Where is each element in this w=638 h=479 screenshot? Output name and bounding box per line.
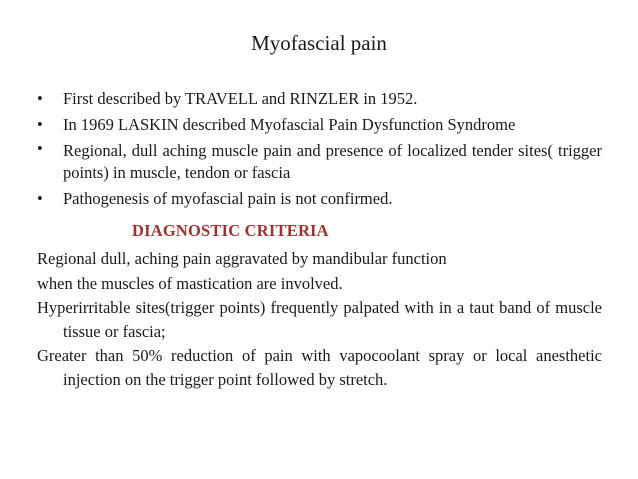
bullet-text: First described by TRAVELL and RINZLER in 1952. <box>63 89 418 108</box>
diagnostic-criteria-heading: DIAGNOSTIC CRITERIA <box>132 221 329 240</box>
bullet-item <box>37 112 602 138</box>
bullet-item <box>37 86 602 112</box>
criteria-item: when the muscles of mastication are involved. <box>37 274 343 293</box>
criteria-item: Regional dull, aching pain aggravated by mandibular function <box>37 249 447 268</box>
bullet-marker: • <box>37 89 43 108</box>
bullet-item <box>37 138 602 186</box>
slide-title: Myofascial pain <box>251 31 387 55</box>
bullet-marker: • <box>37 139 43 158</box>
bullet-marker: • <box>37 189 43 208</box>
criteria-item: Greater than 50% reduction of pain with vapocoolant spray or local anesthetic injection on the trigger point followed by stretch. <box>37 346 602 389</box>
bullet-list <box>37 86 602 212</box>
bullet-text: Pathogenesis of myofascial pain is not confirmed. <box>63 189 393 208</box>
bullet-text: In 1969 LASKIN described Myofascial Pain Dysfunction Syndrome <box>63 115 516 134</box>
criteria-item: Hyperirritable sites(trigger points) frequently palpated with in a taut band of muscle tissue or fascia; <box>37 298 602 341</box>
criteria-list <box>37 246 602 392</box>
bullet-text: Regional, dull aching muscle pain and presence of localized tender sites( trigger points) in muscle, tendon or fascia <box>63 141 602 182</box>
bullet-marker: • <box>37 115 43 134</box>
bullet-item <box>37 186 602 212</box>
